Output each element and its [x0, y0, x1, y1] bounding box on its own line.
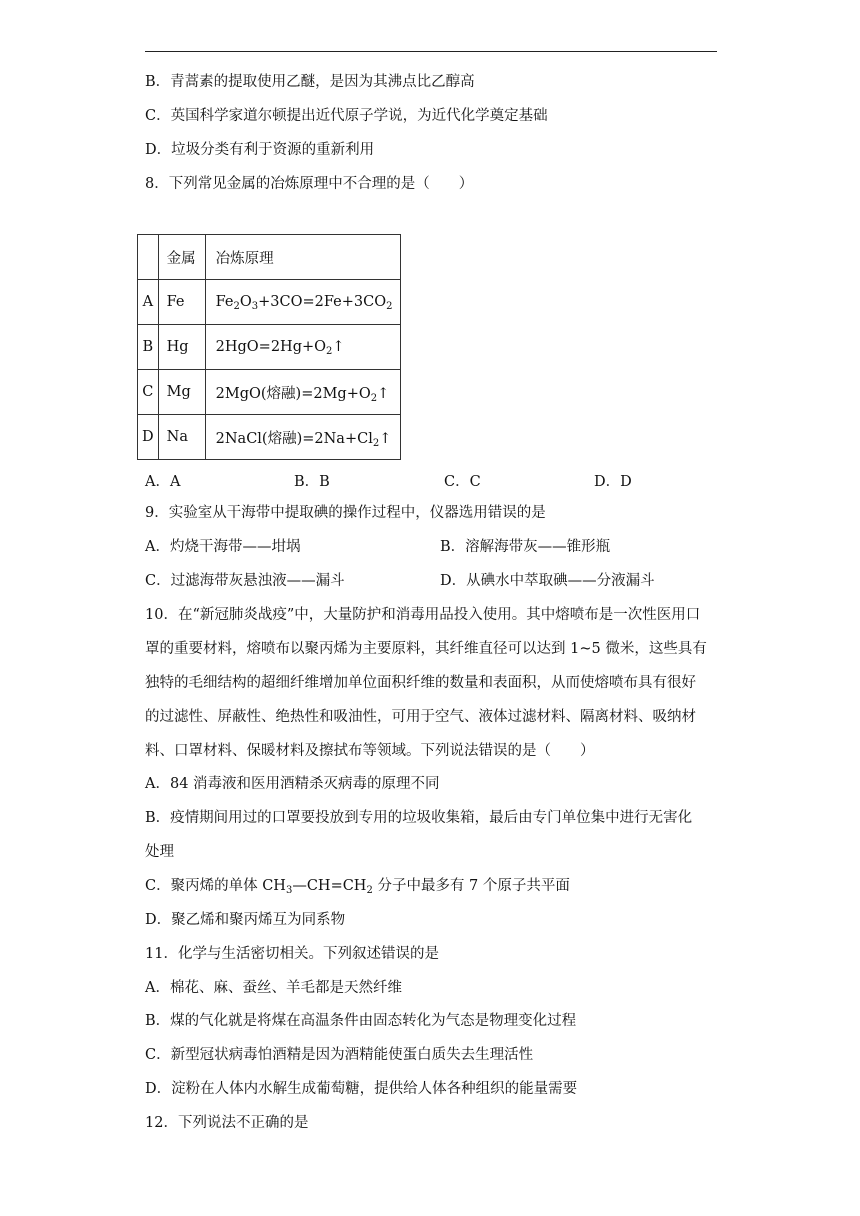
q11-option-c: C．新型冠状病毒怕酒精是因为酒精能使蛋白质失去生理活性	[145, 1047, 534, 1063]
q9-option-b: B．溶解海带灰——锥形瓶	[440, 539, 611, 555]
q12-stem: 12．下列说法不正确的是	[145, 1115, 309, 1131]
row-metal: Mg	[158, 370, 205, 415]
table-row	[138, 415, 401, 460]
table-header-principle: 冶炼原理	[205, 235, 401, 280]
q7-option-c: C．英国科学家道尔顿提出近代原子学说，为近代化学奠定基础	[145, 108, 548, 124]
q8-stem: 8．下列常见金属的冶炼原理中不合理的是（ ）	[145, 176, 474, 192]
smelting-table	[137, 234, 401, 460]
row-metal: Na	[158, 415, 205, 460]
row-label: A	[138, 280, 159, 325]
q7-option-d: D．垃圾分类有利于资源的重新利用	[145, 142, 375, 158]
q10-stem-line: 10．在“新冠肺炎战疫”中，大量防护和消毒用品投入使用。其中熔喷布是一次性医用口	[145, 607, 701, 623]
q9-option-c: C．过滤海带灰悬浊液——漏斗	[145, 573, 345, 589]
row-label: C	[138, 370, 159, 415]
q8-option-d: D．D	[594, 474, 632, 490]
row-principle: 2MgO(熔融)$=2Mg+O_2↑$	[205, 370, 401, 415]
q10-option-b-cont: 处理	[145, 844, 174, 860]
q10-stem-line: 独特的毛细结构的超细纤维增加单位面积纤维的数量和表面积，从而使熔喷布具有很好	[145, 675, 696, 691]
q8-option-a: A．A	[145, 474, 181, 490]
row-label: B	[138, 325, 159, 370]
q8-option-c: C．C	[444, 474, 481, 490]
q11-stem: 11．化学与生活密切相关。下列叙述错误的是	[145, 946, 439, 962]
q10-stem-line: 罩的重要材料，熔喷布以聚丙烯为主要原料，其纤维直径可以达到 1~5 微米，这些具有	[145, 641, 707, 657]
q10-stem-line: 的过滤性、屏蔽性、绝热性和吸油性，可用于空气、液体过滤材料、隔离材料、吸纳材	[145, 709, 696, 725]
row-principle: $2HgO=2Hg+O_2↑$	[205, 325, 401, 370]
q11-option-d: D．淀粉在人体内水解生成葡萄糖，提供给人体各种组织的能量需要	[145, 1081, 578, 1097]
row-principle: 2NaCl(熔融)$=2Na+Cl_2↑$	[205, 415, 401, 460]
row-metal: Hg	[158, 325, 205, 370]
row-principle: $Fe_2O_3+3CO=2Fe+3CO_2$	[205, 280, 401, 325]
q9-option-d: D．从碘水中萃取碘——分液漏斗	[440, 573, 655, 589]
table-row	[138, 280, 401, 325]
q7-option-b: B．青蒿素的提取使用乙醚，是因为其沸点比乙醇高	[145, 74, 475, 90]
q8-option-b: B．B	[294, 474, 330, 490]
table-header-row	[138, 235, 401, 280]
q10-option-a: A．84 消毒液和医用酒精杀灭病毒的原理不同	[145, 776, 440, 792]
q11-option-b: B．煤的气化就是将煤在高温条件由固态转化为气态是物理变化过程	[145, 1013, 577, 1029]
q10-stem-line: 料、口罩材料、保暖材料及擦拭布等领域。下列说法错误的是（ ）	[145, 743, 595, 759]
q9-option-a: A．灼烧干海带——坩埚	[145, 539, 301, 555]
q10-option-c: C．聚丙烯的单体 $CH_3—CH=CH_2$ 分子中最多有 7 个原子共平面	[145, 878, 570, 896]
table-row	[138, 370, 401, 415]
table-header-metal: 金属	[158, 235, 205, 280]
table-row	[138, 325, 401, 370]
q9-stem: 9．实验室从干海带中提取碘的操作过程中，仪器选用错误的是	[145, 505, 546, 521]
row-metal: Fe	[158, 280, 205, 325]
q11-option-a: A．棉花、麻、蚕丝、羊毛都是天然纤维	[145, 980, 402, 996]
row-label: D	[138, 415, 159, 460]
q10-option-d: D．聚乙烯和聚丙烯互为同系物	[145, 912, 346, 928]
table-header-blank	[138, 235, 159, 280]
q10-option-b: B．疫情期间用过的口罩要投放到专用的垃圾收集箱，最后由专门单位集中进行无害化	[145, 810, 693, 826]
header-rule	[145, 51, 717, 52]
